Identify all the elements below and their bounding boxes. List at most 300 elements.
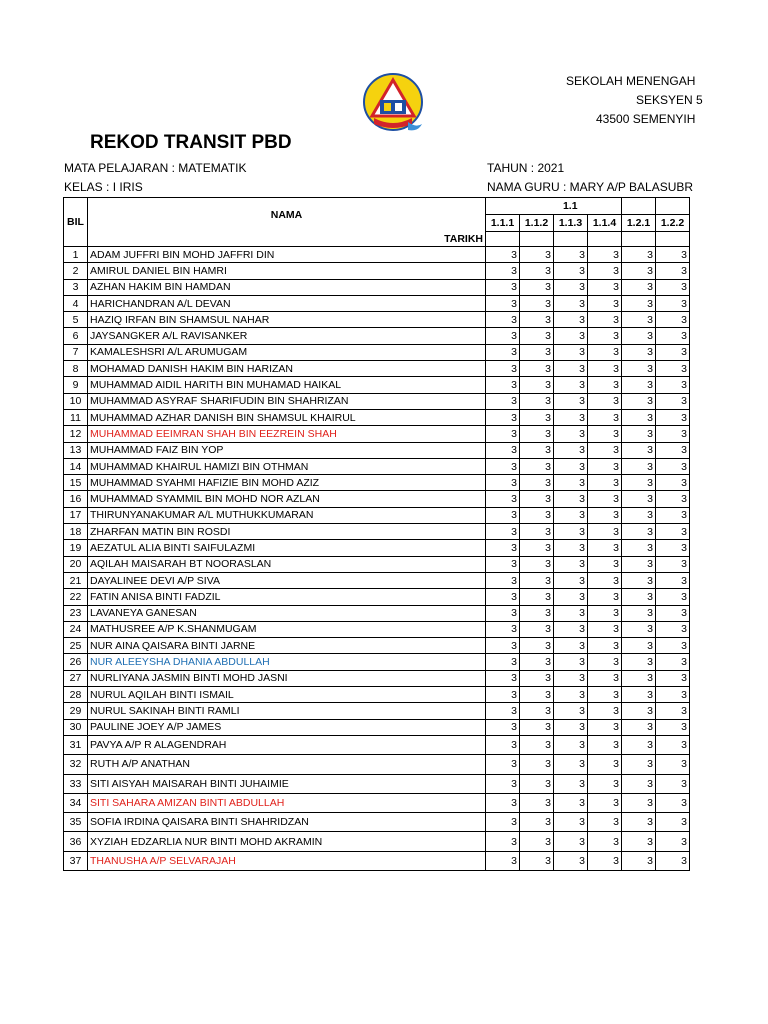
score-cell: 3 [486,263,520,279]
student-name-cell: AQILAH MAISARAH BT NOORASLAN [88,556,486,572]
score-cell: 3 [554,475,588,491]
table-row [64,393,690,409]
subcol-header: 1.1.1 [486,215,520,232]
score-cell: 3 [656,491,690,507]
score-cell: 3 [588,442,622,458]
student-name-cell: NURUL SAKINAH BINTI RAMLI [88,703,486,719]
score-cell: 3 [656,621,690,637]
student-name-cell: PAULINE JOEY A/P JAMES [88,719,486,735]
score-cell: 3 [520,247,554,263]
score-cell: 3 [520,735,554,754]
score-cell: 3 [656,832,690,851]
bil-cell: 31 [64,735,88,754]
student-name-cell: THIRUNYANAKUMAR A/L MUTHUKKUMARAN [88,507,486,523]
table-row [64,813,690,832]
student-name-cell: HARICHANDRAN A/L DEVAN [88,295,486,311]
student-name-cell: JAYSANGKER A/L RAVISANKER [88,328,486,344]
score-cell: 3 [656,735,690,754]
score-cell: 3 [656,263,690,279]
score-cell: 3 [554,605,588,621]
score-cell: 3 [486,295,520,311]
table-row [64,719,690,735]
score-cell: 3 [622,572,656,588]
table-row [64,475,690,491]
school-name-line1: SEKOLAH MENENGAH [566,74,696,88]
score-cell: 3 [554,793,588,812]
score-cell: 3 [622,247,656,263]
table-row [64,572,690,588]
score-cell: 3 [622,605,656,621]
score-cell: 3 [588,247,622,263]
table-row [64,524,690,540]
score-cell: 3 [588,572,622,588]
bil-cell: 33 [64,774,88,793]
bil-cell: 27 [64,670,88,686]
score-cell: 3 [520,458,554,474]
score-cell: 3 [656,687,690,703]
score-cell: 3 [520,442,554,458]
table-row [64,687,690,703]
score-cell: 3 [622,442,656,458]
score-cell: 3 [486,475,520,491]
score-cell: 3 [486,507,520,523]
table-row [64,832,690,851]
subcol-header: 1.1.4 [588,215,622,232]
table-row [64,458,690,474]
score-cell: 3 [520,524,554,540]
year-label: TAHUN : 2021 [487,161,565,175]
score-cell: 3 [520,670,554,686]
score-cell: 3 [622,524,656,540]
score-cell: 3 [656,295,690,311]
score-cell: 3 [554,361,588,377]
table-row [64,491,690,507]
score-cell: 3 [622,793,656,812]
score-cell: 3 [486,687,520,703]
score-cell: 3 [622,458,656,474]
score-cell: 3 [486,774,520,793]
student-name-cell: NUR AINA QAISARA BINTI JARNE [88,638,486,654]
score-cell: 3 [554,458,588,474]
score-cell: 3 [622,654,656,670]
bil-cell: 13 [64,442,88,458]
score-cell: 3 [486,491,520,507]
bil-cell: 23 [64,605,88,621]
score-cell: 3 [622,393,656,409]
score-cell: 3 [486,247,520,263]
score-cell: 3 [656,589,690,605]
score-cell: 3 [656,458,690,474]
bil-cell: 24 [64,621,88,637]
table-row [64,621,690,637]
score-cell: 3 [588,793,622,812]
school-address-line: 43500 SEMENYIH [596,112,696,126]
score-cell: 3 [520,361,554,377]
score-cell: 3 [554,491,588,507]
score-cell: 3 [486,328,520,344]
bil-cell: 30 [64,719,88,735]
score-cell: 3 [588,279,622,295]
score-cell: 3 [588,524,622,540]
score-cell: 3 [656,524,690,540]
score-cell: 3 [486,524,520,540]
table-row [64,426,690,442]
score-cell: 3 [486,670,520,686]
score-cell: 3 [486,719,520,735]
table-row [64,556,690,572]
score-cell: 3 [486,605,520,621]
table-row [64,589,690,605]
bil-cell: 7 [64,344,88,360]
score-cell: 3 [588,687,622,703]
score-cell: 3 [656,393,690,409]
score-cell: 3 [520,393,554,409]
score-cell: 3 [656,654,690,670]
score-cell: 3 [656,851,690,870]
table-row [64,670,690,686]
student-name-cell: DAYALINEE DEVI A/P SIVA [88,572,486,588]
score-cell: 3 [520,851,554,870]
score-cell: 3 [554,263,588,279]
score-cell: 3 [588,621,622,637]
score-cell: 3 [622,377,656,393]
score-cell: 3 [486,755,520,774]
score-cell: 3 [622,719,656,735]
subject-label: MATA PELAJARAN : MATEMATIK [64,161,247,175]
score-cell: 3 [554,344,588,360]
subcol-header: 1.1.2 [520,215,554,232]
school-crest-icon [362,72,424,134]
student-name-cell: HAZIQ IRFAN BIN SHAMSUL NAHAR [88,312,486,328]
score-cell: 3 [656,755,690,774]
student-name-cell: FATIN ANISA BINTI FADZIL [88,589,486,605]
score-cell: 3 [588,377,622,393]
score-cell: 3 [486,540,520,556]
bil-cell: 36 [64,832,88,851]
score-cell: 3 [554,703,588,719]
score-cell: 3 [520,793,554,812]
table-row [64,851,690,870]
score-cell: 3 [588,361,622,377]
score-cell: 3 [588,735,622,754]
score-cell: 3 [554,832,588,851]
score-cell: 3 [520,507,554,523]
score-cell: 3 [554,621,588,637]
score-cell: 3 [520,409,554,425]
subcol-header: 1.1.3 [554,215,588,232]
score-cell: 3 [486,344,520,360]
score-cell: 3 [554,755,588,774]
score-cell: 3 [554,556,588,572]
score-cell: 3 [554,442,588,458]
score-cell: 3 [520,605,554,621]
subcol-header: 1.2.1 [622,215,656,232]
score-cell: 3 [656,507,690,523]
student-name-cell: THANUSHA A/P SELVARAJAH [88,851,486,870]
score-cell: 3 [588,312,622,328]
bil-cell: 25 [64,638,88,654]
score-cell: 3 [622,687,656,703]
score-cell: 3 [554,247,588,263]
score-cell: 3 [486,832,520,851]
score-cell: 3 [588,409,622,425]
score-cell: 3 [656,774,690,793]
student-record-table [63,197,690,871]
student-name-cell: KAMALESHSRI A/L ARUMUGAM [88,344,486,360]
table-row [64,540,690,556]
score-cell: 3 [656,377,690,393]
score-cell: 3 [520,540,554,556]
score-cell: 3 [622,774,656,793]
bil-cell: 4 [64,295,88,311]
teacher-label: NAMA GURU : MARY A/P BALASUBR [487,180,694,194]
score-cell: 3 [588,719,622,735]
bil-cell: 3 [64,279,88,295]
score-cell: 3 [520,475,554,491]
score-cell: 3 [622,638,656,654]
bil-cell: 29 [64,703,88,719]
student-name-cell: AZHAN HAKIM BIN HAMDAN [88,279,486,295]
table-row [64,507,690,523]
score-cell: 3 [656,605,690,621]
score-cell: 3 [554,312,588,328]
table-row [64,755,690,774]
score-cell: 3 [588,344,622,360]
score-cell: 3 [588,426,622,442]
score-cell: 3 [588,540,622,556]
student-name-cell: RUTH A/P ANATHAN [88,755,486,774]
score-cell: 3 [622,328,656,344]
score-cell: 3 [486,851,520,870]
bil-cell: 20 [64,556,88,572]
table-row [64,409,690,425]
score-cell: 3 [520,279,554,295]
score-cell: 3 [588,703,622,719]
bil-cell: 34 [64,793,88,812]
score-cell: 3 [554,687,588,703]
student-name-cell: MOHAMAD DANISH HAKIM BIN HARIZAN [88,361,486,377]
bil-cell: 19 [64,540,88,556]
bil-cell: 14 [64,458,88,474]
bil-cell: 8 [64,361,88,377]
score-cell: 3 [588,813,622,832]
student-name-cell: ZHARFAN MATIN BIN ROSDI [88,524,486,540]
score-cell: 3 [656,361,690,377]
score-cell: 3 [554,328,588,344]
score-cell: 3 [486,458,520,474]
score-cell: 3 [622,361,656,377]
tarikh-label: TARIKH [88,232,486,247]
score-cell: 3 [554,638,588,654]
nama-header: NAMA [88,198,486,232]
table-row [64,344,690,360]
score-cell: 3 [520,377,554,393]
table-row [64,703,690,719]
score-cell: 3 [520,687,554,703]
score-cell: 3 [588,507,622,523]
score-cell: 3 [520,295,554,311]
score-cell: 3 [554,589,588,605]
bil-header: BIL [64,198,88,247]
score-cell: 3 [622,279,656,295]
score-cell: 3 [554,572,588,588]
page-title: REKOD TRANSIT PBD [90,132,292,153]
score-cell: 3 [520,654,554,670]
table-row [64,312,690,328]
bil-cell: 6 [64,328,88,344]
score-cell: 3 [486,361,520,377]
score-cell: 3 [554,409,588,425]
score-cell: 3 [588,556,622,572]
table-row [64,774,690,793]
score-cell: 3 [486,393,520,409]
score-cell: 3 [656,670,690,686]
score-cell: 3 [554,719,588,735]
score-cell: 3 [520,556,554,572]
bil-cell: 28 [64,687,88,703]
table-row [64,263,690,279]
student-name-cell: AMIRUL DANIEL BIN HAMRI [88,263,486,279]
school-name-line2: SEKSYEN 5 [636,93,703,107]
student-name-cell: XYZIAH EDZARLIA NUR BINTI MOHD AKRAMIN [88,832,486,851]
student-name-cell: MUHAMMAD EEIMRAN SHAH BIN EEZREIN SHAH [88,426,486,442]
score-cell: 3 [554,654,588,670]
score-cell: 3 [622,670,656,686]
score-cell: 3 [656,540,690,556]
score-cell: 3 [588,458,622,474]
score-cell: 3 [486,703,520,719]
score-cell: 3 [656,442,690,458]
score-cell: 3 [486,279,520,295]
score-cell: 3 [554,377,588,393]
score-cell: 3 [588,605,622,621]
student-name-cell: SITI SAHARA AMIZAN BINTI ABDULLAH [88,793,486,812]
score-cell: 3 [588,755,622,774]
score-cell: 3 [554,524,588,540]
bil-cell: 1 [64,247,88,263]
score-cell: 3 [656,426,690,442]
score-cell: 3 [486,377,520,393]
score-cell: 3 [486,638,520,654]
student-name-cell: MUHAMMAD KHAIRUL HAMIZI BIN OTHMAN [88,458,486,474]
score-cell: 3 [588,670,622,686]
score-cell: 3 [656,793,690,812]
score-cell: 3 [656,344,690,360]
bil-cell: 22 [64,589,88,605]
score-cell: 3 [520,491,554,507]
table-row [64,605,690,621]
bil-cell: 37 [64,851,88,870]
score-cell: 3 [520,719,554,735]
score-cell: 3 [656,572,690,588]
bil-cell: 26 [64,654,88,670]
score-cell: 3 [554,540,588,556]
bil-cell: 12 [64,426,88,442]
score-cell: 3 [622,507,656,523]
score-cell: 3 [622,409,656,425]
score-cell: 3 [554,279,588,295]
score-cell: 3 [622,755,656,774]
score-cell: 3 [622,556,656,572]
score-cell: 3 [588,393,622,409]
score-cell: 3 [520,344,554,360]
student-name-cell: MUHAMMAD AZHAR DANISH BIN SHAMSUL KHAIRUL [88,409,486,425]
score-cell: 3 [622,735,656,754]
score-cell: 3 [486,426,520,442]
score-cell: 3 [486,409,520,425]
score-cell: 3 [520,813,554,832]
table-row [64,735,690,754]
score-cell: 3 [486,793,520,812]
score-cell: 3 [656,813,690,832]
score-cell: 3 [520,263,554,279]
score-cell: 3 [486,735,520,754]
table-row [64,328,690,344]
score-cell: 3 [588,654,622,670]
score-cell: 3 [656,475,690,491]
score-cell: 3 [622,312,656,328]
score-cell: 3 [520,328,554,344]
table-row [64,279,690,295]
bil-cell: 18 [64,524,88,540]
table-row [64,793,690,812]
bil-cell: 9 [64,377,88,393]
score-cell: 3 [622,621,656,637]
score-cell: 3 [588,491,622,507]
student-name-cell: MUHAMMAD SYAMMIL BIN MOHD NOR AZLAN [88,491,486,507]
student-name-cell: SOFIA IRDINA QAISARA BINTI SHAHRIDZAN [88,813,486,832]
score-cell: 3 [588,851,622,870]
student-name-cell: PAVYA A/P R ALAGENDRAH [88,735,486,754]
table-row [64,654,690,670]
table-row [64,377,690,393]
group-header-1-1: 1.1 [520,198,622,215]
score-cell: 3 [622,851,656,870]
score-cell: 3 [554,813,588,832]
score-cell: 3 [622,475,656,491]
student-name-cell: NURUL AQILAH BINTI ISMAIL [88,687,486,703]
student-name-cell: MUHAMMAD AIDIL HARITH BIN MUHAMAD HAIKAL [88,377,486,393]
score-cell: 3 [588,475,622,491]
score-cell: 3 [656,247,690,263]
student-name-cell: NUR ALEEYSHA DHANIA ABDULLAH [88,654,486,670]
score-cell: 3 [554,774,588,793]
score-cell: 3 [520,703,554,719]
score-cell: 3 [588,295,622,311]
score-cell: 3 [520,589,554,605]
score-cell: 3 [622,589,656,605]
score-cell: 3 [486,654,520,670]
score-cell: 3 [520,755,554,774]
score-cell: 3 [622,703,656,719]
bil-cell: 32 [64,755,88,774]
score-cell: 3 [554,735,588,754]
score-cell: 3 [520,312,554,328]
bil-cell: 17 [64,507,88,523]
score-cell: 3 [622,540,656,556]
student-name-cell: MUHAMMAD SYAHMI HAFIZIE BIN MOHD AZIZ [88,475,486,491]
score-cell: 3 [554,393,588,409]
bil-cell: 10 [64,393,88,409]
score-cell: 3 [656,556,690,572]
subcol-header: 1.2.2 [656,215,690,232]
table-row [64,442,690,458]
score-cell: 3 [486,621,520,637]
bil-cell: 11 [64,409,88,425]
student-name-cell: LAVANEYA GANESAN [88,605,486,621]
score-cell: 3 [656,409,690,425]
score-cell: 3 [656,638,690,654]
